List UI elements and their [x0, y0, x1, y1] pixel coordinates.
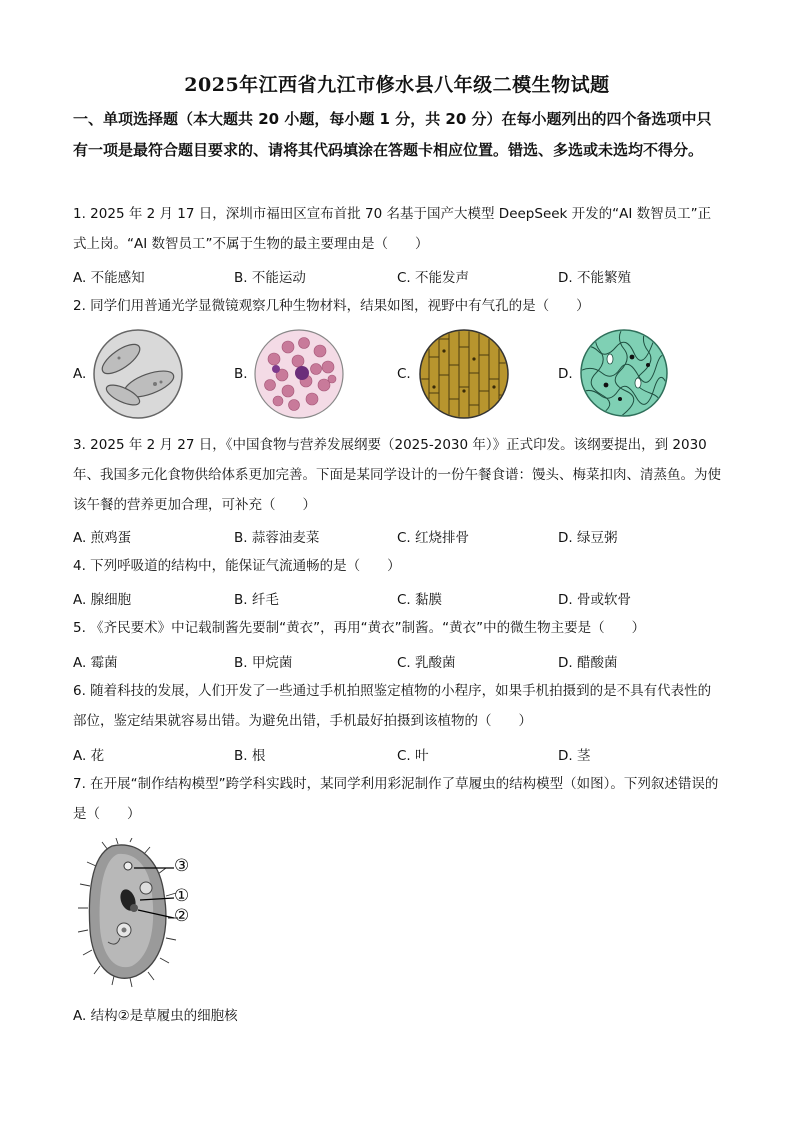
option-c-label: C.: [397, 366, 411, 382]
question-6-stem: 6. 随着科技的发展，人们开发了一些通过手机拍照鉴定植物的小程序，如果手机拍摄到的是不具有代表性的部位，鉴定结果就容易出错。为避免出错，手机最好拍摄到该植物的（ ）: [73, 683, 712, 729]
option-a[interactable]: A. 煎鸡蛋: [73, 530, 132, 546]
question-7-options: [73, 1004, 723, 1028]
option-a-label: A.: [73, 366, 87, 382]
label-1: ①: [174, 886, 190, 906]
question-1-options: [73, 266, 723, 290]
option-d[interactable]: D. 醋酸菌: [558, 655, 618, 671]
option-a[interactable]: A. 腺细胞: [73, 592, 132, 608]
option-b[interactable]: B. 不能运动: [234, 270, 306, 286]
question-4-options: [73, 588, 723, 612]
option-a[interactable]: A. 不能感知: [73, 270, 145, 286]
leaf-epidermis-stomata-image: [580, 329, 668, 417]
option-b[interactable]: B. 纤毛: [234, 592, 279, 608]
euglena-micrograph-image: [93, 329, 183, 419]
option-d[interactable]: D. 骨或软骨: [558, 592, 631, 608]
option-a[interactable]: A. 结构②是草履虫的细胞核: [73, 1008, 238, 1024]
option-c[interactable]: C. 叶: [397, 748, 429, 764]
question-4-stem: 4. 下列呼吸道的结构中，能保证气流通畅的是（ ）: [73, 558, 401, 574]
page-title: 2025年江西省九江市修水县八年级二模生物试题: [184, 74, 610, 96]
section-heading: 一、单项选择题（本大题共 20 小题，每小题 1 分，共 20 分）在每小题列出的四个备选项中只有一项是最符合题目要求的、请将其代码填涂在答题卡相应位置。错选、多选或未选均不得分。: [73, 110, 712, 159]
option-b[interactable]: B. 蒜蓉油麦菜: [234, 530, 320, 546]
option-d[interactable]: D. 不能繁殖: [558, 270, 631, 286]
label-3: ③: [174, 856, 190, 876]
blood-smear-image: [254, 329, 344, 419]
onion-epidermis-image: [419, 329, 509, 419]
question-3-stem: 3. 2025 年 2 月 27 日，《中国食物与营养发展纲要（2025-2030 年）》正式印发。该纲要提出，到 2030 年、我国多元化食物供给体系更加完善。下面是某同学设计的一份午餐食谱：馒头、梅菜扣肉、清蒸鱼。为使该午餐的营养更加合理，可补充（ ）: [73, 437, 721, 513]
option-b[interactable]: B. 甲烷菌: [234, 655, 293, 671]
option-c[interactable]: C. 黏膜: [397, 592, 443, 608]
option-d[interactable]: D. 绿豆粥: [558, 530, 618, 546]
option-d[interactable]: D. 茎: [558, 748, 591, 764]
question-6-options: [73, 744, 723, 768]
question-1-stem: 1. 2025 年 2 月 17 日，深圳市福田区宣布首批 70 名基于国产大模型 DeepSeek 开发的“AI 数智员工”正式上岗。“AI 数智员工”不属于生物的最主要理由是（ ）: [73, 206, 712, 252]
question-5-options: [73, 651, 723, 675]
question-3-options: [73, 526, 723, 550]
option-a[interactable]: A. 霉菌: [73, 655, 118, 671]
label-2: ②: [174, 906, 190, 926]
option-b-label: B.: [234, 366, 248, 382]
option-c[interactable]: C. 红烧排骨: [397, 530, 470, 546]
option-c[interactable]: C. 乳酸菌: [397, 655, 456, 671]
option-a[interactable]: A. 花: [73, 748, 105, 764]
option-b[interactable]: B. 根: [234, 748, 266, 764]
paramecium-model-figure: [78, 838, 218, 988]
option-c[interactable]: C. 不能发声: [397, 270, 470, 286]
question-5-stem: 5. 《齐民要术》中记载制酱先要制“黄衣”，再用“黄衣”制酱。“黄衣”中的微生物主要是（ ）: [73, 620, 646, 636]
question-7-stem: 7. 在开展“制作结构模型”跨学科实践时，某同学利用彩泥制作了草履虫的结构模型（如图）。下列叙述错误的是（ ）: [73, 776, 719, 822]
option-d-label: D.: [558, 366, 573, 382]
question-2-stem: 2. 同学们用普通光学显微镜观察几种生物材料，结果如图，视野中有气孔的是（ ）: [73, 298, 590, 314]
